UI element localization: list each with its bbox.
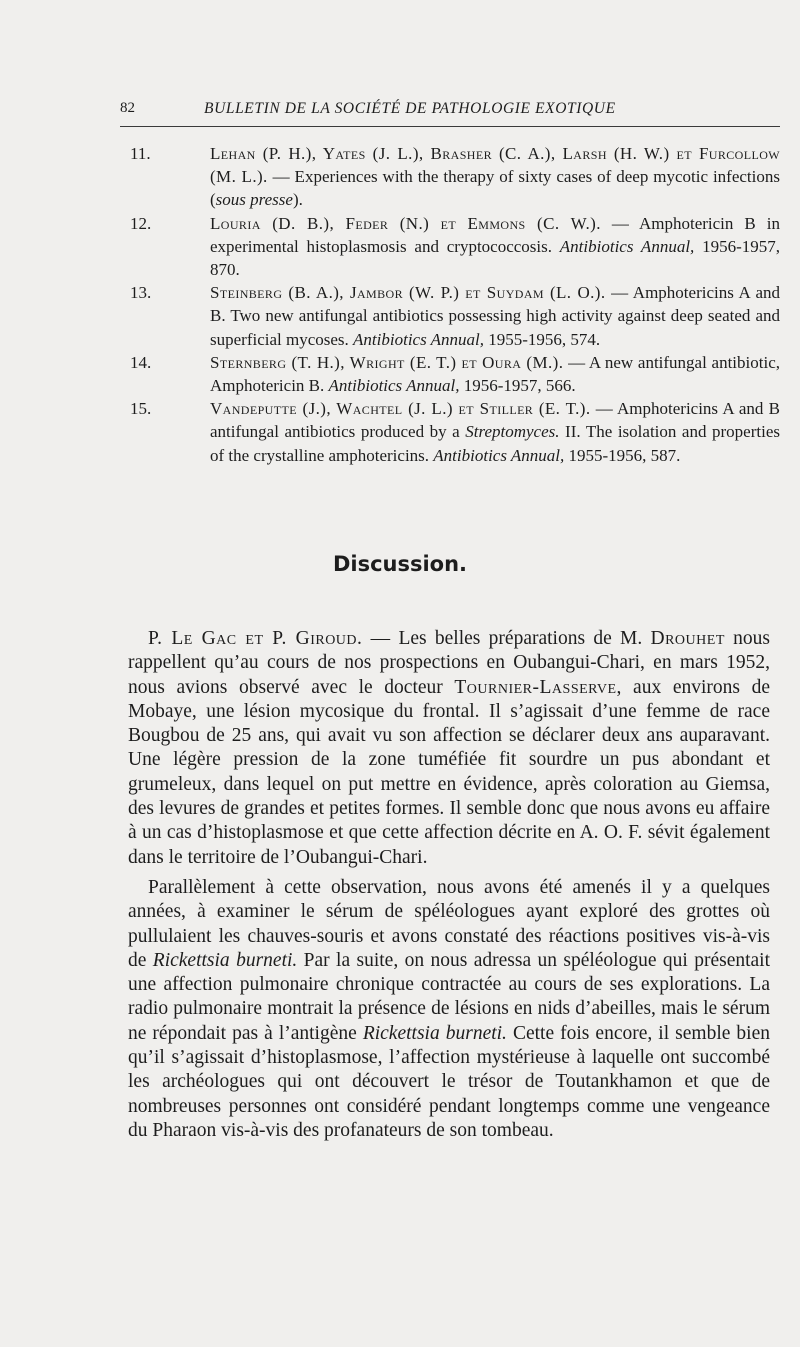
reference-number: 12. bbox=[130, 213, 152, 233]
paragraph-text: Cette fois encore, il semble bien qu’il s’agissait d’histoplasmose, l’affection mystérieuse à laquelle ont succombé les archéologues qui ont découvert le trésor de Toutankhamon et que de nombreuses personnes ont considéré pendant longtemps comme une vengeance du Pharaon vis-à-vis des profanateurs de son tombeau. bbox=[128, 1022, 770, 1141]
discussion-body bbox=[128, 627, 770, 1149]
reference-journal: Antibiotics Annual, bbox=[328, 376, 460, 396]
reference-item bbox=[130, 212, 780, 282]
paragraph-text: — Les belles préparations de M. bbox=[362, 628, 651, 649]
paragraph bbox=[128, 627, 770, 870]
paragraph-text: nous rappellent qu’au cours de nos prospections en Oubangui-Chari, en mars 1952, nous avions observé avec le docteur bbox=[128, 628, 770, 698]
section-heading: Discussion. bbox=[332, 552, 468, 576]
reference-journal: Antibiotics Annual, bbox=[353, 329, 485, 349]
paragraph bbox=[128, 876, 770, 1143]
reference-tail: 1955-1956, 574. bbox=[484, 329, 601, 349]
reference-list bbox=[130, 142, 780, 467]
reference-number: 13. bbox=[130, 283, 152, 303]
reference-journal: Antibiotics Annual, bbox=[433, 445, 565, 465]
reference-subtitle: II. The isolation and properties of the crystalline amphotericins. bbox=[210, 422, 780, 465]
reference-text bbox=[210, 351, 780, 397]
reference-item bbox=[130, 142, 780, 212]
journal-title: BULLETIN DE LA SOCIÉTÉ DE PATHOLOGIE EXOTIQUE bbox=[204, 100, 616, 117]
reference-text bbox=[210, 281, 780, 351]
running-header bbox=[120, 96, 780, 127]
reference-italic: sous presse bbox=[215, 190, 293, 210]
reference-authors: Lehan (P. H.), Yates (J. L.), Brasher (C. A.), Larsh (H. W.) et Furcollow (M. L.). bbox=[210, 144, 780, 187]
reference-text bbox=[210, 142, 780, 212]
reference-number: 15. bbox=[130, 399, 152, 419]
reference-item bbox=[130, 397, 780, 467]
reference-authors: Vandeputte (J.), Wachtel (J. L.) et Stiller (E. T.). bbox=[210, 399, 591, 419]
species-name: Rickettsia burneti. bbox=[152, 949, 298, 971]
paragraph-text: Par la suite, on nous adressa un spéléologue qui présentait une affection pulmonaire chronique contractée au cours de ses explorations. La radio pulmonaire montrait la présence de lésions en nids d’abeilles, mais le sérum ne répondait pas à l’antigène bbox=[128, 949, 771, 1044]
person-name: Tournier-Lasserve bbox=[454, 676, 617, 698]
reference-number: 14. bbox=[130, 352, 152, 372]
reference-tail: 1956-1957, 870. bbox=[210, 236, 780, 280]
reference-authors: Sternberg (T. H.), Wright (E. T.) et Oura (M.). bbox=[210, 352, 564, 372]
reference-number: 11. bbox=[130, 144, 151, 163]
reference-title: — Amphotericins A and B. Two new antifungal antibiotics possessing high activity against deep seated and superficial mycoses. bbox=[210, 283, 781, 349]
paragraph-text: , aux environs de Mobaye, une lésion mycosique du frontal. Il s’agissait d’une femme de race Bougbou de 25 ans, qui avait vu son affection se déclarer deux ans auparavant. Une légère pression de la zone tuméfiée fit sourdre un pus abondant et grumeleux, dans lequel on put mettre en évidence, après coloration au Giemsa, des levures de grandes et petites formes. Il semble donc que nous avons eu affaire à un cas d’histoplasmose et que cette affection décrite en A. O. F. sévit également dans le territoire de l’Oubangui-Chari. bbox=[128, 676, 771, 868]
page-number: 82 bbox=[120, 100, 135, 116]
reference-journal: Antibiotics Annual, bbox=[559, 236, 695, 256]
species-name: Rickettsia burneti. bbox=[362, 1022, 507, 1044]
reference-title: — Amphotericin B in experimental histoplasmosis and cryptococcosis. bbox=[210, 213, 781, 256]
paragraph-text: Parallèlement à cette observation, nous avons été amenés il y a quelques années, à examiner le sérum de spéléologues ayant exploré des grottes où pullulaient les chauves-souris et avons constaté des réactions positives vis-à-vis de bbox=[128, 876, 770, 971]
reference-title: — A new antifungal antibiotic, Amphotericin B. bbox=[210, 352, 780, 396]
person-name: Drouhet bbox=[650, 628, 725, 649]
reference-italic: Streptomyces. bbox=[465, 422, 560, 442]
reference-tail: ). bbox=[292, 190, 303, 210]
reference-tail: 1956-1957, 566. bbox=[459, 376, 576, 396]
reference-text bbox=[210, 397, 780, 467]
speaker-names: P. Le Gac et P. Giroud. bbox=[148, 628, 363, 649]
reference-authors: Steinberg (B. A.), Jambor (W. P.) et Suydam (L. O.). bbox=[210, 283, 606, 303]
reference-title: — Amphotericins A and B antifungal antibiotics produced by a bbox=[210, 399, 780, 442]
reference-authors: Louria (D. B.), Feder (N.) et Emmons (C. W.). bbox=[210, 213, 601, 233]
reference-title: — Experiences with the therapy of sixty cases of deep mycotic infections ( bbox=[210, 167, 780, 210]
reference-tail: 1955-1956, 587. bbox=[564, 445, 681, 465]
reference-item bbox=[130, 281, 780, 351]
reference-item bbox=[130, 351, 780, 397]
reference-text bbox=[210, 212, 780, 282]
